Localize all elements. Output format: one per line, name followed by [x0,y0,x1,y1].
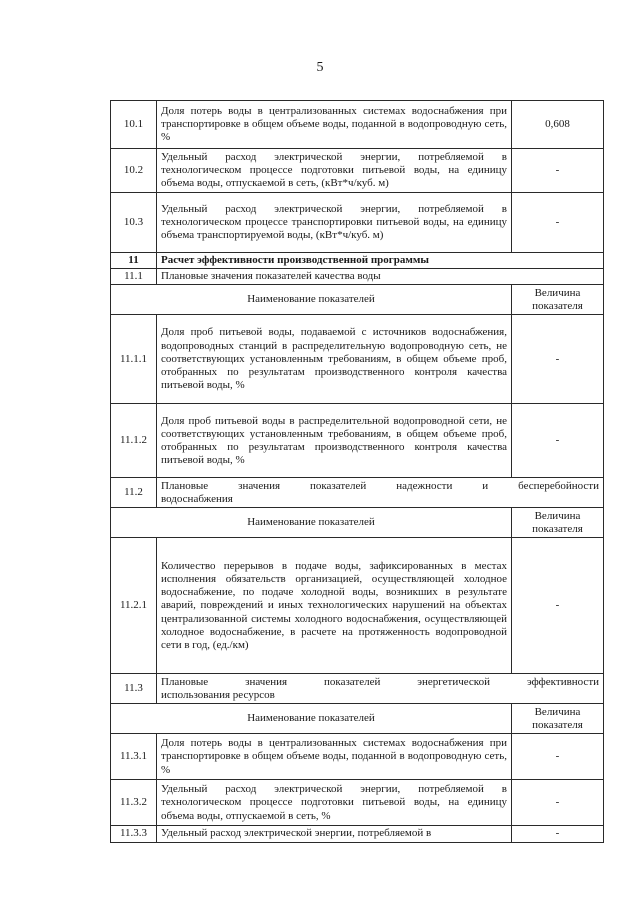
indicator-value: - [512,734,604,780]
indicator-value: - [512,826,604,842]
indicator-name: Удельный расход электрической энергии, потребляемой в [157,826,512,842]
table-row [111,193,604,253]
indicator-value: - [512,404,604,478]
table-row [111,101,604,149]
page-number: 5 [316,60,324,75]
table-row [111,780,604,826]
subsection-title-line-2: водоснабжения [161,492,233,505]
subsection-title [157,674,604,704]
subsection-title-line-1: Плановые значения показателей надежности и бесперебойности [161,479,600,492]
indicator-value: 0,608 [512,101,604,149]
section-number: 11 [111,253,157,269]
row-number: 10.2 [111,149,157,193]
indicator-name: Удельный расход электрической энергии, потребляемой в технологическом процессе подготовки питьевой воды, на единицу объема воды, отпускаемой в сеть, % [157,780,512,826]
indicator-name: Доля потерь воды в централизованных системах водоснабжения при транспортировке в общем объеме воды, поданной в водопроводную сеть, % [157,101,512,149]
indicators-table [110,100,604,843]
indicator-name: Доля проб питьевой воды, подаваемой с источников водоснабжения, водопроводных станций в распределительную водопроводную сеть, не соответствующих установленным требованиям, в общем объеме проб, отобранных по результатам производственного контроля качества питьевой воды, % [157,315,512,404]
row-number: 11.3.2 [111,780,157,826]
subsection-row [111,674,604,704]
row-number: 11.2.1 [111,538,157,674]
indicator-name: Доля потерь воды в централизованных системах водоснабжения при транспортировке в общем объеме воды, поданной в водопроводную сеть, % [157,734,512,780]
indicator-name: Количество перерывов в подаче воды, зафиксированных в местах исполнения обязательств организацией, осуществляющей холодное водоснабжение, по подаче холодной воды, возникших в результате аварий, повреждений и иных технологических нарушений на объектах централизованной системы холодного водоснабжения, осуществляющей холодное водоснабжение, в расчете на протяженность водопроводной сети в год, (ед./км) [157,538,512,674]
subsection-number: 11.3 [111,674,157,704]
table-row [111,734,604,780]
header-indicator-value: Величина показателя [512,704,604,734]
header-indicator-name: Наименование показателей [111,704,512,734]
header-indicator-value: Величина показателя [512,285,604,315]
indicator-name: Удельный расход электрической энергии, потребляемой в технологическом процессе подготовки питьевой воды, на единицу объема воды, отпускаемой в сеть, (кВт*ч/куб. м) [157,149,512,193]
row-number: 11.3.3 [111,826,157,842]
row-number: 11.1.1 [111,315,157,404]
indicator-value: - [512,780,604,826]
table-row [111,149,604,193]
header-indicator-name: Наименование показателей [111,285,512,315]
header-indicator-value: Величина показателя [512,508,604,538]
table-row [111,315,604,404]
indicator-name: Удельный расход электрической энергии, потребляемой в технологическом процессе транспортировки питьевой воды, на единицу объема транспортируемой воды, (кВт*ч/куб. м) [157,193,512,253]
section-row [111,253,604,269]
table-row [111,404,604,478]
subsection-row [111,269,604,285]
row-number: 10.1 [111,101,157,149]
subsection-title: Плановые значения показателей качества воды [157,269,604,285]
subsection-title [157,478,604,508]
section-title: Расчет эффективности производственной программы [157,253,604,269]
table-row [111,538,604,674]
indicator-value: - [512,149,604,193]
header-row [111,508,604,538]
subsection-title-line-1: Плановые значения показателей энергетической эффективности [161,675,600,688]
subsection-number: 11.2 [111,478,157,508]
row-number: 11.1.2 [111,404,157,478]
row-number: 11.3.1 [111,734,157,780]
subsection-number: 11.1 [111,269,157,285]
table-row [111,826,604,842]
row-number: 10.3 [111,193,157,253]
subsection-title-line-2: использования ресурсов [161,688,275,701]
header-row [111,285,604,315]
indicator-value: - [512,538,604,674]
indicator-name: Доля проб питьевой воды в распределительной водопроводной сети, не соответствующих установленным требованиям, в общем объеме проб, отобранных по результатам производственного контроля качества питьевой воды, % [157,404,512,478]
header-row [111,704,604,734]
header-indicator-name: Наименование показателей [111,508,512,538]
indicator-value: - [512,315,604,404]
indicator-value: - [512,193,604,253]
subsection-row [111,478,604,508]
